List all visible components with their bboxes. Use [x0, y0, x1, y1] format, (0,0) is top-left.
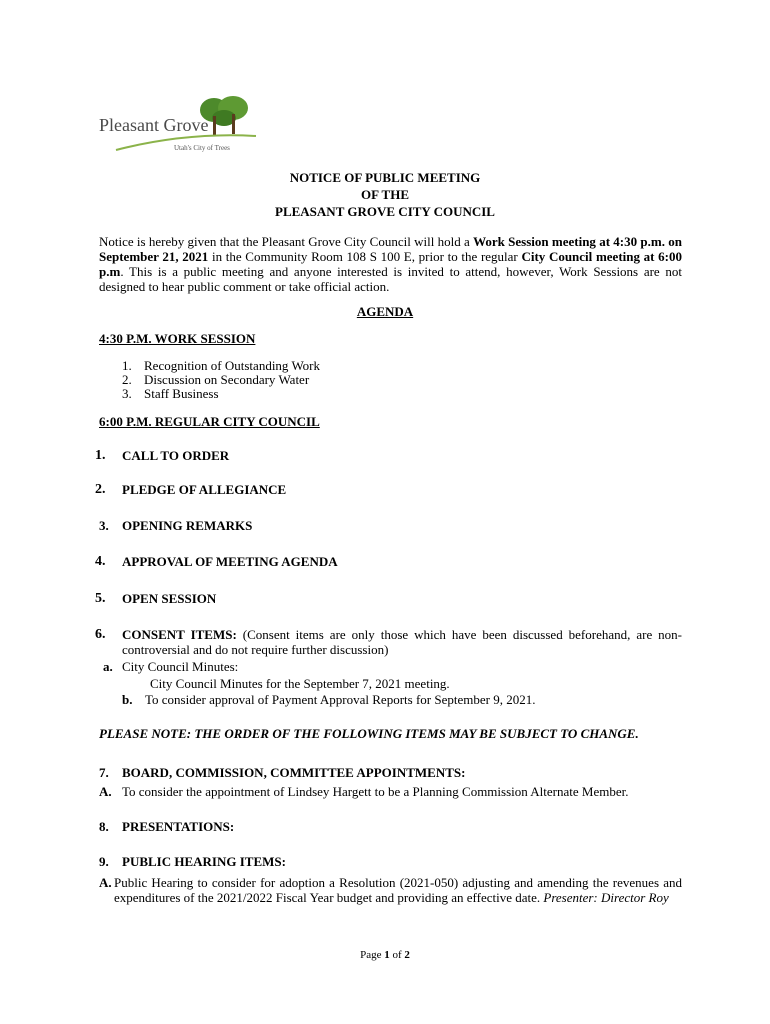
item-number: 8.: [99, 819, 109, 834]
item-number: 7.: [99, 765, 109, 780]
item-text: Staff Business: [144, 386, 219, 401]
intro-bold-2: City Council meeting at 6:00 p.m: [99, 249, 682, 279]
item-label: PRESENTATIONS:: [122, 819, 235, 834]
list-item: [122, 372, 309, 387]
item-number: 1.: [122, 358, 132, 373]
item-number: 2.: [95, 482, 106, 497]
item-text: Recognition of Outstanding Work: [144, 358, 321, 373]
intro-paragraph: [99, 234, 682, 294]
pleasant-grove-logo: [96, 96, 258, 156]
item-number: 9.: [99, 854, 109, 869]
item-number: 3.: [122, 386, 132, 401]
sub-letter: a.: [103, 659, 113, 674]
logo-text: Pleasant Grove: [99, 115, 209, 135]
consent-label: CONSENT ITEMS:: [122, 627, 237, 642]
page-footer: [0, 948, 770, 963]
item-number: 5.: [95, 591, 106, 606]
hearing-text: Public Hearing to consider for adoption a Resolution (2021-050) adjusting and amending the revenues and expenditures of the 2021/2022 Fiscal Year budget and providing an effective date.: [114, 875, 682, 905]
order-note: PLEASE NOTE: THE ORDER OF THE FOLLOWING ITEMS MAY BE SUBJECT TO CHANGE.: [99, 726, 639, 741]
item-label: PUBLIC HEARING ITEMS:: [122, 854, 286, 869]
footer-page-num: 1: [384, 949, 390, 961]
item-number: 2.: [122, 372, 132, 387]
item-label: OPEN SESSION: [122, 591, 217, 606]
sub-sub-item-text: City Council Minutes for the September 7, 2021 meeting.: [150, 676, 450, 691]
title-line-3: PLEASANT GROVE CITY COUNCIL: [275, 204, 495, 219]
list-item: [122, 386, 219, 401]
hearing-presenter: Presenter: Director Roy: [543, 890, 669, 905]
footer-page-word: Page: [360, 949, 382, 961]
item-label: OPENING REMARKS: [122, 518, 253, 533]
consent-desc: (Consent items are only those which have been discussed beforehand, are non-controversial and do not require further discussion): [122, 627, 683, 657]
work-session-heading: 4:30 P.M. WORK SESSION: [99, 331, 256, 346]
item-label: CALL TO ORDER: [122, 448, 230, 463]
item-number: 6.: [95, 627, 106, 642]
sub-item-text: To consider the appointment of Lindsey Hargett to be a Planning Commission Alternate Member.: [122, 784, 629, 799]
intro-text-2: in the Community Room 108 S 100 E, prior to the regular: [208, 249, 522, 264]
list-item: [122, 358, 320, 373]
intro-bold-1: Work Session meeting at 4:30 p.m. on September 21, 2021: [99, 234, 682, 264]
item-label: PLEDGE OF ALLEGIANCE: [122, 482, 287, 497]
intro-text-1: Notice is hereby given that the Pleasant Grove City Council will hold a: [99, 234, 474, 249]
item-number: 1.: [95, 448, 106, 463]
item-number: 3.: [99, 518, 109, 533]
hearing-paragraph: [114, 875, 682, 905]
sub-item-text: City Council Minutes:: [122, 659, 239, 674]
sub-letter: b.: [122, 692, 133, 707]
sub-letter: A.: [99, 875, 112, 890]
regular-council-heading: 6:00 P.M. REGULAR CITY COUNCIL: [99, 414, 320, 429]
logo-tagline: Utah's City of Trees: [174, 144, 230, 152]
consent-paragraph: [122, 627, 682, 657]
sub-item-text: To consider approval of Payment Approval Reports for September 9, 2021.: [145, 692, 536, 707]
sub-letter: A.: [99, 784, 112, 799]
intro-text-3: . This is a public meeting and anyone interested is invited to attend, however, Work Sessions are not designed to hear public comment or take official action.: [99, 264, 682, 294]
item-text: Discussion on Secondary Water: [144, 372, 310, 387]
title-line-1: NOTICE OF PUBLIC MEETING: [289, 170, 481, 185]
footer-page-total: 2: [404, 949, 410, 961]
item-label: BOARD, COMMISSION, COMMITTEE APPOINTMENTS:: [122, 765, 466, 780]
item-number: 4.: [95, 554, 106, 569]
item-label: APPROVAL OF MEETING AGENDA: [122, 554, 338, 569]
footer-of-word: of: [392, 949, 402, 961]
title-line-2: OF THE: [360, 187, 410, 202]
agenda-heading: AGENDA: [356, 304, 414, 319]
